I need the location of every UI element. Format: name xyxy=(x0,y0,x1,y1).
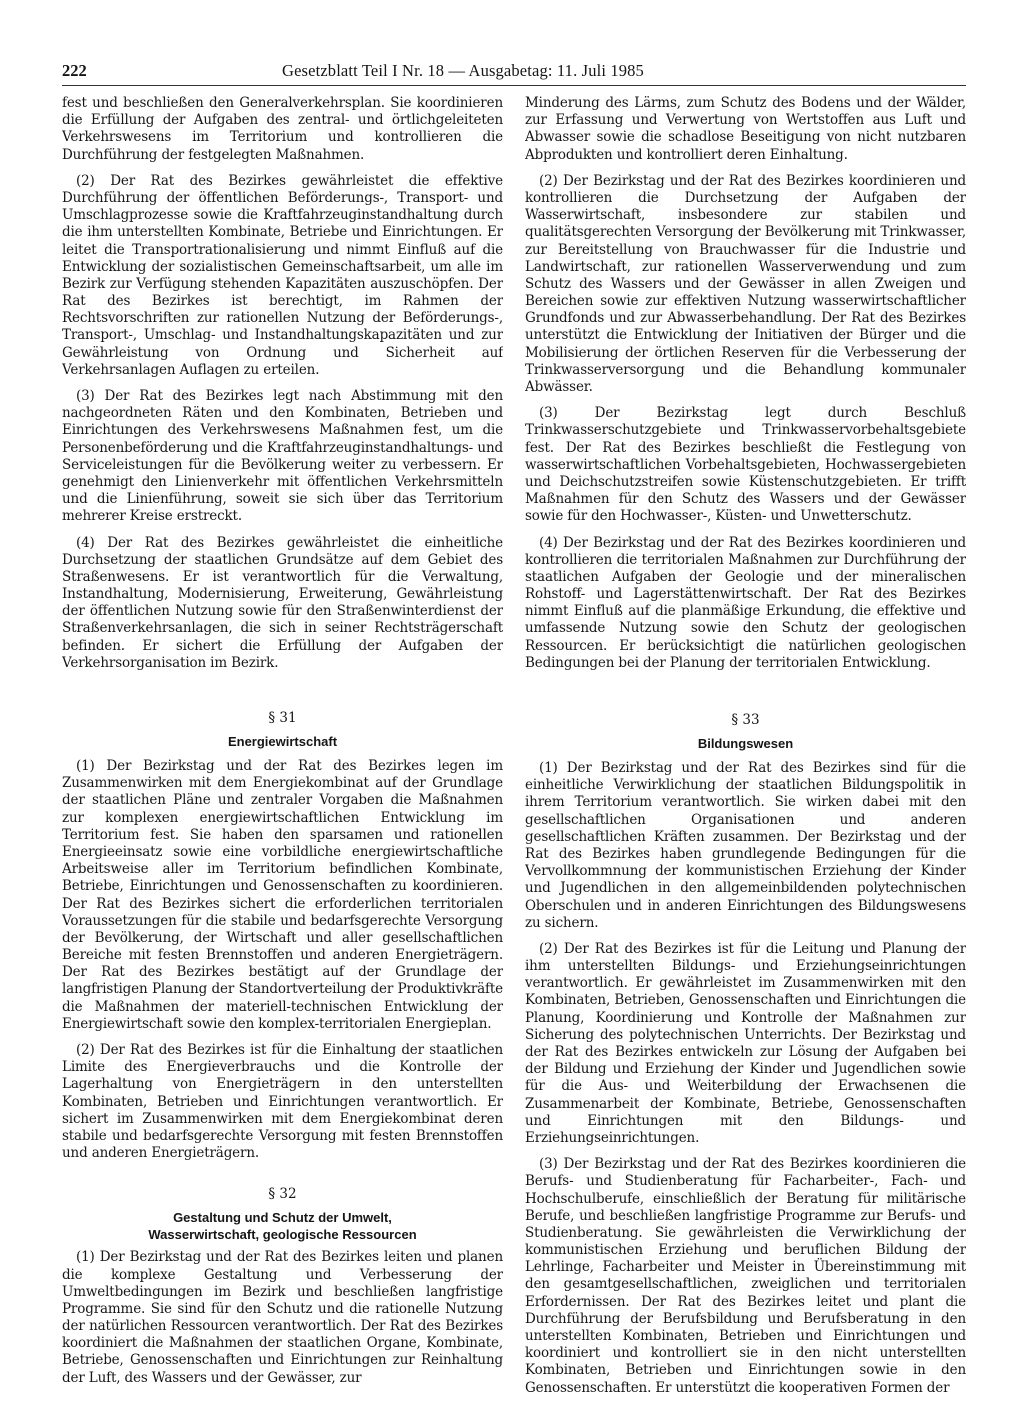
paragraph-32-3: (3) Der Bezirkstag legt durch Beschluß Trinkwasserschutzgebiete und Trinkwasservorbehaltsgebiete fest. Der Rat des Bezirkes beschließt die Festlegung von wasserwirtschaftlichen Vorbehaltsgebieten, Hochwassergebieten und Deichschutzstreifen sowie Küstenschutzgebieten. Er trifft Maßnahmen für den Schutz des Wassers und der Gewässer sowie für den Hochwasser-, Küsten- und Unwetterschutz. xyxy=(525,405,966,525)
heading-gap xyxy=(62,750,503,758)
section-32-title-line-1: Gestaltung und Schutz der Umwelt, xyxy=(173,1210,392,1226)
paragraph-33-2: (2) Der Rat des Bezirkes ist für die Leitung und Planung der ihm unterstellten Bildungs- und Erziehungseinrichtungen verantwortlich. Er gewährleistet im Zusammenwirken mit den Kombinaten, Betrieben, Genossenschaften und Einrichtungen die Planung, Koordinierung und Kontrolle der Maßnahmen zur Sicherung des polytechnischen Unterrichts. Der Bezirkstag und der Rat des Bezirkes entwickeln zur Lösung der Aufgaben bei der Bildung und Erziehung der Kinder und Jugendlichen sowie für die Aus- und Weiterbildung der Erwachsenen die Zusammenarbeit der Kombinate, Betriebe, Genossenschaften und Einrichtungen mit den Bildungs- und Erziehungseinrichtungen. xyxy=(525,940,966,1146)
paragraph-33-3: (3) Der Bezirkstag und der Rat des Bezirkes koordinieren die Berufs- und Studienberatung für Facharbeiter-, Fach- und Hochschulberufe, einschließlich der Beratung für militärische Berufe, und beschließen langfristige Programme zur Berufs- und Studienberatung. Sie gewährleisten die Verwirklichung der kommunistischen Erziehung und beruflichen Bildung der Lehrlinge, Facharbeiter und Meister in Übereinstimmung mit den gesamtgesellschaftlichen, zweiglichen und territorialen Erfordernissen. Der Rat des Bezirkes leitet und plant die Durchführung der Berufsbildung und Berufsberatung in den unterstellten Kombinaten, Betrieben und Einrichtungen und koordiniert und kontrolliert sie in den nicht unterstellten Kombinaten, Betrieben und Einrichtungen sowie in den Genossenschaften. Er unterstützt die kooperativen Formen der xyxy=(525,1156,966,1396)
heading-gap xyxy=(525,752,966,760)
section-spacer xyxy=(62,681,503,709)
header-rule xyxy=(62,85,966,86)
section-spacer xyxy=(62,1171,503,1185)
page-header xyxy=(62,61,966,85)
right-column xyxy=(525,95,966,1405)
section-32-number: § 32 xyxy=(268,1186,297,1203)
paragraph-32-1-continuation: Minderung des Lärms, zum Schutz des Bodens und der Wälder, zur Erfassung und Verwertung von Wertstoffen aus Luft und Abwasser sowie die schadlose Beseitigung von nicht nutzbaren Abprodukten und kontrolliert deren Einhaltung. xyxy=(525,95,966,163)
paragraph-32-2: (2) Der Bezirkstag und der Rat des Bezirkes koordinieren und kontrollieren die Durchsetzung der Aufgaben der Wasserwirtschaft, insbesondere zur stabilen und qualitätsgerechten Versorgung der Bevölkerung mit Trinkwasser, zur Bereitstellung von Brauchwasser für die Industrie und Landwirtschaft, zur rationellen Wasserverwendung und zum Schutz des Wassers und der Gewässer in allen Zweigen und Bereichen sowie zur effektiven Nutzung wasserwirtschaftlicher Grundfonds und zur Abwasserbehandlung. Der Rat des Bezirkes unterstützt die Entwicklung der Initiativen der Bürger und die Mobilisierung der örtlichen Reserven für die Verbesserung der Trinkwasserversorgung und die Behandlung kommunaler Abwässer. xyxy=(525,172,966,395)
paragraph-32-1: (1) Der Bezirkstag und der Rat des Bezirkes leiten und planen die komplexe Gestaltung und Verbesserung der Umweltbedingungen im Bezirk und beschließen langfristige Programme. Sie sind für den Schutz und die rationelle Nutzung der natürlichen Ressourcen verantwortlich. Der Rat des Bezirkes koordiniert die Maßnahmen der staatlichen Organe, Kombinate, Betriebe, Genossenschaften und Einrichtungen zur Reinhaltung der Luft, des Wassers und der Gewässer, zur xyxy=(62,1249,503,1386)
section-31-number: § 31 xyxy=(268,710,297,726)
section-spacer xyxy=(525,681,966,711)
section-32-title-line-2: Wasserwirtschaft, geologische Ressourcen xyxy=(148,1227,417,1243)
page-number: 222 xyxy=(62,61,87,80)
paragraph-31-1: (1) Der Bezirkstag und der Rat des Bezirkes legen im Zusammenwirken mit dem Energiekombinat auf der Grundlage der staatlichen Pläne und zentraler Vorgaben die Maßnahmen zur komplexen energiewirtschaftlichen Entwicklung im Territorium fest. Sie haben den sparsamen und rationellen Energieeinsatz sowie eine vorbildliche energiewirtschaftliche Arbeitsweise aller im Territorium befindlichen Kombinate, Betriebe, Einrichtungen und Genossenschaften zu koordinieren. Der Rat des Bezirkes sichert die erforderlichen territorialen Voraussetzungen für die stabile und bedarfsgerechte Versorgung der Bevölkerung, der Wirtschaft und aller gesellschaftlichen Bereiche mit festen Brennstoffen und anderen Energieträgern. Der Rat des Bezirkes bestätigt auf der Grundlage der langfristigen Planung der Standortverteilung der Produktivkräfte die Maßnahmen der materiell-technischen Entwicklung der Energiewirtschaft sowie den komplex-territorialen Energieplan. xyxy=(62,758,503,1032)
section-33-title: Bildungswesen xyxy=(697,736,794,751)
running-title: Gesetzblatt Teil I Nr. 18 — Ausgabetag: 11. Juli 1985 xyxy=(282,61,644,80)
paragraph-30-3: (3) Der Rat des Bezirkes legt nach Abstimmung mit den nachgeordneten Räten und den Kombinaten, Betrieben und Einrichtungen des Verkehrswesens Maßnahmen fest, um die Personenbeförderung und die Kraftfahrzeuginstandhaltungs- und Serviceleistungen für die Bevölkerung weiter zu verbessern. Er genehmigt den Linienverkehr mit öffentlichen Verkehrsmitteln und die Linienführung, soweit sie sich über das Territorium mehrerer Kreise erstreckt. xyxy=(62,388,503,525)
paragraph-31-2: (2) Der Rat des Bezirkes ist für die Einhaltung der staatlichen Limite des Energieverbrauchs und die Kontrolle der Lagerhaltung von Energieträgern in den unterstellten Kombinaten, Betrieben und Einrichtungen verantwortlich. Er sichert im Zusammenwirken mit dem Energiekombinat deren stabile und bedarfsgerechte Versorgung mit festen Brennstoffen und anderen Energieträgern. xyxy=(62,1042,503,1162)
section-33-number: § 33 xyxy=(731,712,760,728)
paragraph-32-4: (4) Der Bezirkstag und der Rat des Bezirkes koordinieren und kontrollieren die territorialen Maßnahmen zur Durchführung der staatlichen Aufgaben der Geologie und der mineralischen Rohstoff- und Lagerstättenwirtschaft. Der Rat des Bezirkes nimmt Einfluß auf die planmäßige Erkundung, die effektive und umfassende Nutzung sowie den Schutz der geologischen Ressourcen. Er berücksichtigt die natürlichen geologischen Bedingungen bei der Planung der territorialen Entwicklung. xyxy=(525,534,966,671)
section-31-title: Energiewirtschaft xyxy=(227,734,338,749)
left-column xyxy=(62,95,503,1405)
paragraph-33-1: (1) Der Bezirkstag und der Rat des Bezirkes sind für die einheitliche Verwirklichung der staatlichen Bildungspolitik in ihrem Territorium verantwortlich. Sie wirken dabei mit den gesellschaftlichen Organisationen und anderen gesellschaftlichen Kräften zusammen. Der Bezirkstag und der Rat des Bezirkes haben grundlegende Bedingungen für die Vervollkommnung der kommunistischen Erziehung der Kinder und Jugendlichen in den allgemeinbildenden polytechnischen Oberschulen und in anderen Einrichtungen des Bildungswesens zu sichern. xyxy=(525,760,966,931)
paragraph-30-4: (4) Der Rat des Bezirkes gewährleistet die einheitliche Durchsetzung der staatlichen Grundsätze auf dem Gebiet des Straßenwesens. Er ist verantwortlich für die Verwaltung, Instandhaltung, Modernisierung, Erweiterung, Gewährleistung der öffentlichen Nutzung sowie für den Straßenwinterdienst der Straßenverkehrsanlagen, die sich in seiner Rechtsträgerschaft befinden. Er sichert die Erfüllung der Aufgaben der Verkehrsorganisation im Bezirk. xyxy=(62,534,503,671)
paragraph-continuation: fest und beschließen den Generalverkehrsplan. Sie koordinieren die Erfüllung der Aufgaben des zentral- und örtlichgeleiteten Verkehrswesens im Territorium und kontrollieren die Durchführung der festgelegten Maßnahmen. xyxy=(62,95,503,163)
paragraph-30-2: (2) Der Rat des Bezirkes gewährleistet die effektive Durchführung der öffentlichen Beförderungs-, Transport- und Umschlagprozesse sowie die Kraftfahrzeuginstandhaltung durch die ihm unterstellten Kombinate, Betriebe und Einrichtungen. Er leitet die Transportrationalisierung und nimmt Einfluß auf die Entwicklung der sozialistischen Gemeinschaftsarbeit, um alle im Bezirk zur Verfügung stehenden Kapazitäten auszuschöpfen. Der Rat des Bezirkes ist berechtigt, im Rahmen der Rechtsvorschriften zur rationellen Nutzung der Beförderungs-, Transport-, Umschlag- und Instandhaltungskapazitäten und zur Gewährleistung von Ordnung und Sicherheit auf Verkehrsanlagen Auflagen zu erteilen. xyxy=(62,172,503,378)
